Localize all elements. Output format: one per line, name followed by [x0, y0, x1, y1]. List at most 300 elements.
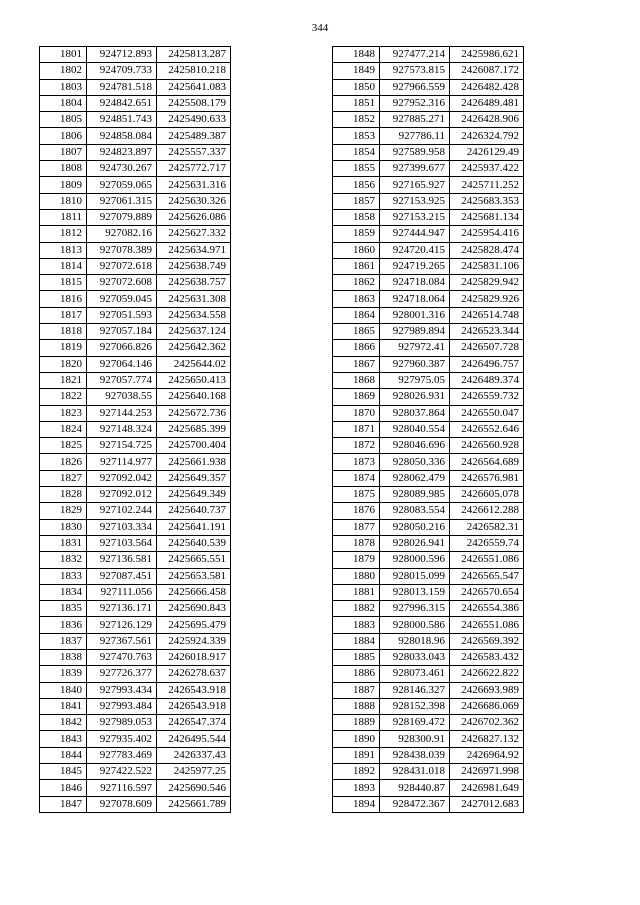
table-row	[40, 780, 231, 796]
table-row	[40, 144, 231, 160]
point-number-cell: 1843	[40, 731, 87, 747]
y-coordinate-cell: 2426686.069	[450, 698, 524, 714]
point-number-cell: 1818	[40, 324, 87, 340]
y-coordinate-cell: 2425634.558	[157, 307, 231, 323]
table-row	[333, 764, 524, 780]
y-coordinate-cell: 2425829.926	[450, 291, 524, 307]
point-number-cell: 1853	[333, 128, 380, 144]
x-coordinate-cell: 924823.897	[87, 144, 157, 160]
table-row	[333, 405, 524, 421]
point-number-cell: 1807	[40, 144, 87, 160]
y-coordinate-cell: 2425829.942	[450, 275, 524, 291]
table-row	[333, 324, 524, 340]
point-number-cell: 1826	[40, 454, 87, 470]
x-coordinate-cell: 927726.377	[87, 666, 157, 682]
point-number-cell: 1869	[333, 389, 380, 405]
y-coordinate-cell: 2425924.339	[157, 633, 231, 649]
table-row	[333, 356, 524, 372]
x-coordinate-cell: 927153.215	[380, 209, 450, 225]
y-coordinate-cell: 2425813.287	[157, 47, 231, 63]
table-row	[40, 568, 231, 584]
table-row	[40, 617, 231, 633]
x-coordinate-cell: 928050.336	[380, 454, 450, 470]
x-coordinate-cell: 927072.618	[87, 258, 157, 274]
table-row	[40, 226, 231, 242]
point-number-cell: 1842	[40, 715, 87, 731]
table-row	[40, 95, 231, 111]
point-number-cell: 1850	[333, 79, 380, 95]
x-coordinate-cell: 927136.171	[87, 601, 157, 617]
point-number-cell: 1880	[333, 568, 380, 584]
y-coordinate-cell: 2425685.399	[157, 421, 231, 437]
point-number-cell: 1890	[333, 731, 380, 747]
x-coordinate-cell: 927993.434	[87, 682, 157, 698]
x-coordinate-cell: 928440.87	[380, 780, 450, 796]
x-coordinate-cell: 927885.271	[380, 112, 450, 128]
table-row	[333, 144, 524, 160]
y-coordinate-cell: 2425640.737	[157, 503, 231, 519]
table-row	[333, 584, 524, 600]
y-coordinate-cell: 2425690.843	[157, 601, 231, 617]
point-number-cell: 1829	[40, 503, 87, 519]
y-coordinate-cell: 2425695.479	[157, 617, 231, 633]
point-number-cell: 1802	[40, 63, 87, 79]
point-number-cell: 1816	[40, 291, 87, 307]
table-row	[333, 193, 524, 209]
y-coordinate-cell: 2425641.191	[157, 519, 231, 535]
x-coordinate-cell: 927154.725	[87, 438, 157, 454]
y-coordinate-cell: 2426495.544	[157, 731, 231, 747]
point-number-cell: 1815	[40, 275, 87, 291]
y-coordinate-cell: 2425700.404	[157, 438, 231, 454]
x-coordinate-cell: 927072.608	[87, 275, 157, 291]
y-coordinate-cell: 2426482.428	[450, 79, 524, 95]
point-number-cell: 1860	[333, 242, 380, 258]
y-coordinate-cell: 2426605.078	[450, 487, 524, 503]
point-number-cell: 1878	[333, 535, 380, 551]
x-coordinate-cell: 927786.11	[380, 128, 450, 144]
x-coordinate-cell: 927966.559	[380, 79, 450, 95]
x-coordinate-cell: 927092.012	[87, 487, 157, 503]
y-coordinate-cell: 2426543.918	[157, 698, 231, 714]
table-row	[40, 421, 231, 437]
x-coordinate-cell: 927573.815	[380, 63, 450, 79]
y-coordinate-cell: 2425683.353	[450, 193, 524, 209]
y-coordinate-cell: 2425954.416	[450, 226, 524, 242]
x-coordinate-cell: 928026.941	[380, 535, 450, 551]
table-row	[40, 715, 231, 731]
table-row	[40, 747, 231, 763]
x-coordinate-cell: 927153.925	[380, 193, 450, 209]
x-coordinate-cell: 927087.451	[87, 568, 157, 584]
point-number-cell: 1870	[333, 405, 380, 421]
x-coordinate-cell: 924730.267	[87, 161, 157, 177]
y-coordinate-cell: 2426507.728	[450, 340, 524, 356]
point-number-cell: 1881	[333, 584, 380, 600]
page-number: 344	[311, 22, 329, 34]
x-coordinate-cell: 928083.554	[380, 503, 450, 519]
x-coordinate-cell: 927136.581	[87, 552, 157, 568]
y-coordinate-cell: 2425508.179	[157, 95, 231, 111]
x-coordinate-cell: 928472.367	[380, 796, 450, 812]
point-number-cell: 1873	[333, 454, 380, 470]
point-number-cell: 1846	[40, 780, 87, 796]
table-row	[40, 177, 231, 193]
table-row	[40, 731, 231, 747]
x-coordinate-cell: 927952.316	[380, 95, 450, 111]
point-number-cell: 1811	[40, 209, 87, 225]
y-coordinate-cell: 2426583.432	[450, 649, 524, 665]
y-coordinate-cell: 2426693.989	[450, 682, 524, 698]
table-row	[333, 112, 524, 128]
point-number-cell: 1809	[40, 177, 87, 193]
table-row	[333, 487, 524, 503]
y-coordinate-cell: 2426550.047	[450, 405, 524, 421]
x-coordinate-cell: 928152.398	[380, 698, 450, 714]
table-row	[40, 258, 231, 274]
table-row	[40, 764, 231, 780]
point-number-cell: 1888	[333, 698, 380, 714]
x-coordinate-cell: 928000.596	[380, 552, 450, 568]
point-number-cell: 1889	[333, 715, 380, 731]
table-row	[40, 698, 231, 714]
x-coordinate-cell: 928089.985	[380, 487, 450, 503]
table-row	[40, 356, 231, 372]
x-coordinate-cell: 924720.415	[380, 242, 450, 258]
point-number-cell: 1823	[40, 405, 87, 421]
table-row	[40, 487, 231, 503]
y-coordinate-cell: 2425977.25	[157, 764, 231, 780]
y-coordinate-cell: 2425644.02	[157, 356, 231, 372]
y-coordinate-cell: 2426569.392	[450, 633, 524, 649]
y-coordinate-cell: 2426551.086	[450, 552, 524, 568]
y-coordinate-cell: 2425641.083	[157, 79, 231, 95]
point-number-cell: 1848	[333, 47, 380, 63]
table-row	[333, 617, 524, 633]
table-row	[333, 275, 524, 291]
x-coordinate-cell: 927078.609	[87, 796, 157, 812]
table-row	[40, 79, 231, 95]
point-number-cell: 1825	[40, 438, 87, 454]
y-coordinate-cell: 2426827.132	[450, 731, 524, 747]
x-coordinate-cell: 928026.931	[380, 389, 450, 405]
x-coordinate-cell: 927444.947	[380, 226, 450, 242]
coordinates-table-left	[39, 46, 231, 813]
x-coordinate-cell: 924781.518	[87, 79, 157, 95]
table-row	[40, 307, 231, 323]
table-row	[40, 584, 231, 600]
point-number-cell: 1819	[40, 340, 87, 356]
x-coordinate-cell: 928018.96	[380, 633, 450, 649]
x-coordinate-cell: 928013.159	[380, 584, 450, 600]
x-coordinate-cell: 924842.651	[87, 95, 157, 111]
y-coordinate-cell: 2425626.086	[157, 209, 231, 225]
x-coordinate-cell: 927057.774	[87, 372, 157, 388]
table-row	[333, 698, 524, 714]
point-number-cell: 1859	[333, 226, 380, 242]
x-coordinate-cell: 927144.253	[87, 405, 157, 421]
y-coordinate-cell: 2425489.387	[157, 128, 231, 144]
x-coordinate-cell: 927051.593	[87, 307, 157, 323]
point-number-cell: 1877	[333, 519, 380, 535]
y-coordinate-cell: 2426129.49	[450, 144, 524, 160]
point-number-cell: 1832	[40, 552, 87, 568]
y-coordinate-cell: 2425642.362	[157, 340, 231, 356]
point-number-cell: 1835	[40, 601, 87, 617]
table-row	[333, 535, 524, 551]
y-coordinate-cell: 2425627.332	[157, 226, 231, 242]
y-coordinate-cell: 2426554.386	[450, 601, 524, 617]
y-coordinate-cell: 2426560.928	[450, 438, 524, 454]
table-row	[333, 568, 524, 584]
table-row	[333, 226, 524, 242]
table-row	[40, 438, 231, 454]
y-coordinate-cell: 2426552.646	[450, 421, 524, 437]
point-number-cell: 1814	[40, 258, 87, 274]
x-coordinate-cell: 927470.763	[87, 649, 157, 665]
y-coordinate-cell: 2426547.374	[157, 715, 231, 731]
point-number-cell: 1856	[333, 177, 380, 193]
x-coordinate-cell: 927059.045	[87, 291, 157, 307]
y-coordinate-cell: 2425672.736	[157, 405, 231, 421]
table-row	[333, 177, 524, 193]
x-coordinate-cell: 927126.129	[87, 617, 157, 633]
point-number-cell: 1866	[333, 340, 380, 356]
y-coordinate-cell: 2425661.789	[157, 796, 231, 812]
y-coordinate-cell: 2426559.74	[450, 535, 524, 551]
y-coordinate-cell: 2425638.749	[157, 258, 231, 274]
x-coordinate-cell: 924709.733	[87, 63, 157, 79]
x-coordinate-cell: 927116.597	[87, 780, 157, 796]
point-number-cell: 1876	[333, 503, 380, 519]
x-coordinate-cell: 927114.977	[87, 454, 157, 470]
table-row	[40, 242, 231, 258]
point-number-cell: 1886	[333, 666, 380, 682]
x-coordinate-cell: 928050.216	[380, 519, 450, 535]
x-coordinate-cell: 927589.958	[380, 144, 450, 160]
x-coordinate-cell: 927960.387	[380, 356, 450, 372]
table-row	[333, 389, 524, 405]
x-coordinate-cell: 927975.05	[380, 372, 450, 388]
point-number-cell: 1883	[333, 617, 380, 633]
y-coordinate-cell: 2426018.917	[157, 649, 231, 665]
table-row	[40, 519, 231, 535]
point-number-cell: 1822	[40, 389, 87, 405]
table-row	[40, 552, 231, 568]
point-number-cell: 1868	[333, 372, 380, 388]
table-row	[40, 275, 231, 291]
y-coordinate-cell: 2426523.344	[450, 324, 524, 340]
point-number-cell: 1851	[333, 95, 380, 111]
table-row	[333, 340, 524, 356]
x-coordinate-cell: 928033.043	[380, 649, 450, 665]
table-row	[333, 79, 524, 95]
point-number-cell: 1852	[333, 112, 380, 128]
point-number-cell: 1893	[333, 780, 380, 796]
x-coordinate-cell: 927399.677	[380, 161, 450, 177]
y-coordinate-cell: 2425638.757	[157, 275, 231, 291]
table-row	[333, 454, 524, 470]
x-coordinate-cell: 927038.55	[87, 389, 157, 405]
point-number-cell: 1854	[333, 144, 380, 160]
x-coordinate-cell: 924719.265	[380, 258, 450, 274]
y-coordinate-cell: 2426559.732	[450, 389, 524, 405]
point-number-cell: 1813	[40, 242, 87, 258]
table-row	[333, 438, 524, 454]
table-row	[40, 405, 231, 421]
table-row	[333, 95, 524, 111]
y-coordinate-cell: 2425810.218	[157, 63, 231, 79]
y-coordinate-cell: 2425711.252	[450, 177, 524, 193]
point-number-cell: 1855	[333, 161, 380, 177]
y-coordinate-cell: 2426324.792	[450, 128, 524, 144]
y-coordinate-cell: 2426981.649	[450, 780, 524, 796]
x-coordinate-cell: 928015.099	[380, 568, 450, 584]
y-coordinate-cell: 2425828.474	[450, 242, 524, 258]
point-number-cell: 1821	[40, 372, 87, 388]
y-coordinate-cell: 2425630.326	[157, 193, 231, 209]
x-coordinate-cell: 927061.315	[87, 193, 157, 209]
table-row	[333, 307, 524, 323]
table-row	[40, 324, 231, 340]
x-coordinate-cell: 927477.214	[380, 47, 450, 63]
table-row	[333, 747, 524, 763]
point-number-cell: 1864	[333, 307, 380, 323]
y-coordinate-cell: 2425661.938	[157, 454, 231, 470]
x-coordinate-cell: 924718.084	[380, 275, 450, 291]
table-row	[40, 503, 231, 519]
table-row	[40, 649, 231, 665]
y-coordinate-cell: 2425937.422	[450, 161, 524, 177]
point-number-cell: 1801	[40, 47, 87, 63]
table-row	[333, 796, 524, 812]
y-coordinate-cell: 2426582.31	[450, 519, 524, 535]
x-coordinate-cell: 924718.064	[380, 291, 450, 307]
x-coordinate-cell: 927057.184	[87, 324, 157, 340]
table-row	[333, 161, 524, 177]
table-row	[333, 519, 524, 535]
point-number-cell: 1879	[333, 552, 380, 568]
y-coordinate-cell: 2426489.481	[450, 95, 524, 111]
point-number-cell: 1831	[40, 535, 87, 551]
y-coordinate-cell: 2426489.374	[450, 372, 524, 388]
point-number-cell: 1861	[333, 258, 380, 274]
table-row	[333, 649, 524, 665]
table-row	[40, 372, 231, 388]
x-coordinate-cell: 928040.554	[380, 421, 450, 437]
y-coordinate-cell: 2425637.124	[157, 324, 231, 340]
point-number-cell: 1833	[40, 568, 87, 584]
point-number-cell: 1894	[333, 796, 380, 812]
table-row	[40, 796, 231, 812]
x-coordinate-cell: 927103.564	[87, 535, 157, 551]
y-coordinate-cell: 2426428.906	[450, 112, 524, 128]
point-number-cell: 1824	[40, 421, 87, 437]
x-coordinate-cell: 927092.042	[87, 470, 157, 486]
table-row	[333, 258, 524, 274]
y-coordinate-cell: 2426702.362	[450, 715, 524, 731]
table-row	[333, 421, 524, 437]
x-coordinate-cell: 927078.389	[87, 242, 157, 258]
point-number-cell: 1844	[40, 747, 87, 763]
y-coordinate-cell: 2425831.106	[450, 258, 524, 274]
y-coordinate-cell: 2425772.717	[157, 161, 231, 177]
table-row	[40, 193, 231, 209]
x-coordinate-cell: 927111.056	[87, 584, 157, 600]
point-number-cell: 1837	[40, 633, 87, 649]
point-number-cell: 1841	[40, 698, 87, 714]
point-number-cell: 1838	[40, 649, 87, 665]
coordinates-table-right-body	[333, 47, 524, 813]
table-row	[333, 552, 524, 568]
point-number-cell: 1847	[40, 796, 87, 812]
point-number-cell: 1858	[333, 209, 380, 225]
y-coordinate-cell: 2425681.134	[450, 209, 524, 225]
x-coordinate-cell: 928000.586	[380, 617, 450, 633]
x-coordinate-cell: 927935.402	[87, 731, 157, 747]
table-row	[40, 291, 231, 307]
x-coordinate-cell: 924712.893	[87, 47, 157, 63]
y-coordinate-cell: 2426564.689	[450, 454, 524, 470]
y-coordinate-cell: 2426551.086	[450, 617, 524, 633]
x-coordinate-cell: 928438.039	[380, 747, 450, 763]
x-coordinate-cell: 927059.065	[87, 177, 157, 193]
x-coordinate-cell: 928073.461	[380, 666, 450, 682]
table-row	[333, 128, 524, 144]
x-coordinate-cell: 927165.927	[380, 177, 450, 193]
x-coordinate-cell: 927066.826	[87, 340, 157, 356]
y-coordinate-cell: 2425490.633	[157, 112, 231, 128]
y-coordinate-cell: 2425634.971	[157, 242, 231, 258]
table-row	[40, 209, 231, 225]
y-coordinate-cell: 2426514.748	[450, 307, 524, 323]
coordinates-table-right	[332, 46, 524, 813]
point-number-cell: 1840	[40, 682, 87, 698]
point-number-cell: 1803	[40, 79, 87, 95]
x-coordinate-cell: 927103.334	[87, 519, 157, 535]
point-number-cell: 1810	[40, 193, 87, 209]
x-coordinate-cell: 927989.053	[87, 715, 157, 731]
point-number-cell: 1820	[40, 356, 87, 372]
y-coordinate-cell: 2425640.168	[157, 389, 231, 405]
table-row	[333, 601, 524, 617]
point-number-cell: 1872	[333, 438, 380, 454]
point-number-cell: 1857	[333, 193, 380, 209]
point-number-cell: 1805	[40, 112, 87, 128]
y-coordinate-cell: 2426576.981	[450, 470, 524, 486]
x-coordinate-cell: 928037.864	[380, 405, 450, 421]
table-row	[333, 503, 524, 519]
point-number-cell: 1808	[40, 161, 87, 177]
table-row	[40, 389, 231, 405]
point-number-cell: 1892	[333, 764, 380, 780]
x-coordinate-cell: 927989.894	[380, 324, 450, 340]
point-number-cell: 1891	[333, 747, 380, 763]
x-coordinate-cell: 927102.244	[87, 503, 157, 519]
x-coordinate-cell: 924851.743	[87, 112, 157, 128]
y-coordinate-cell: 2426565.547	[450, 568, 524, 584]
table-row	[40, 470, 231, 486]
table-row	[333, 715, 524, 731]
y-coordinate-cell: 2425653.581	[157, 568, 231, 584]
table-row	[40, 454, 231, 470]
y-coordinate-cell: 2425631.316	[157, 177, 231, 193]
x-coordinate-cell: 927972.41	[380, 340, 450, 356]
x-coordinate-cell: 927783.469	[87, 747, 157, 763]
point-number-cell: 1830	[40, 519, 87, 535]
y-coordinate-cell: 2425649.349	[157, 487, 231, 503]
table-row	[333, 291, 524, 307]
